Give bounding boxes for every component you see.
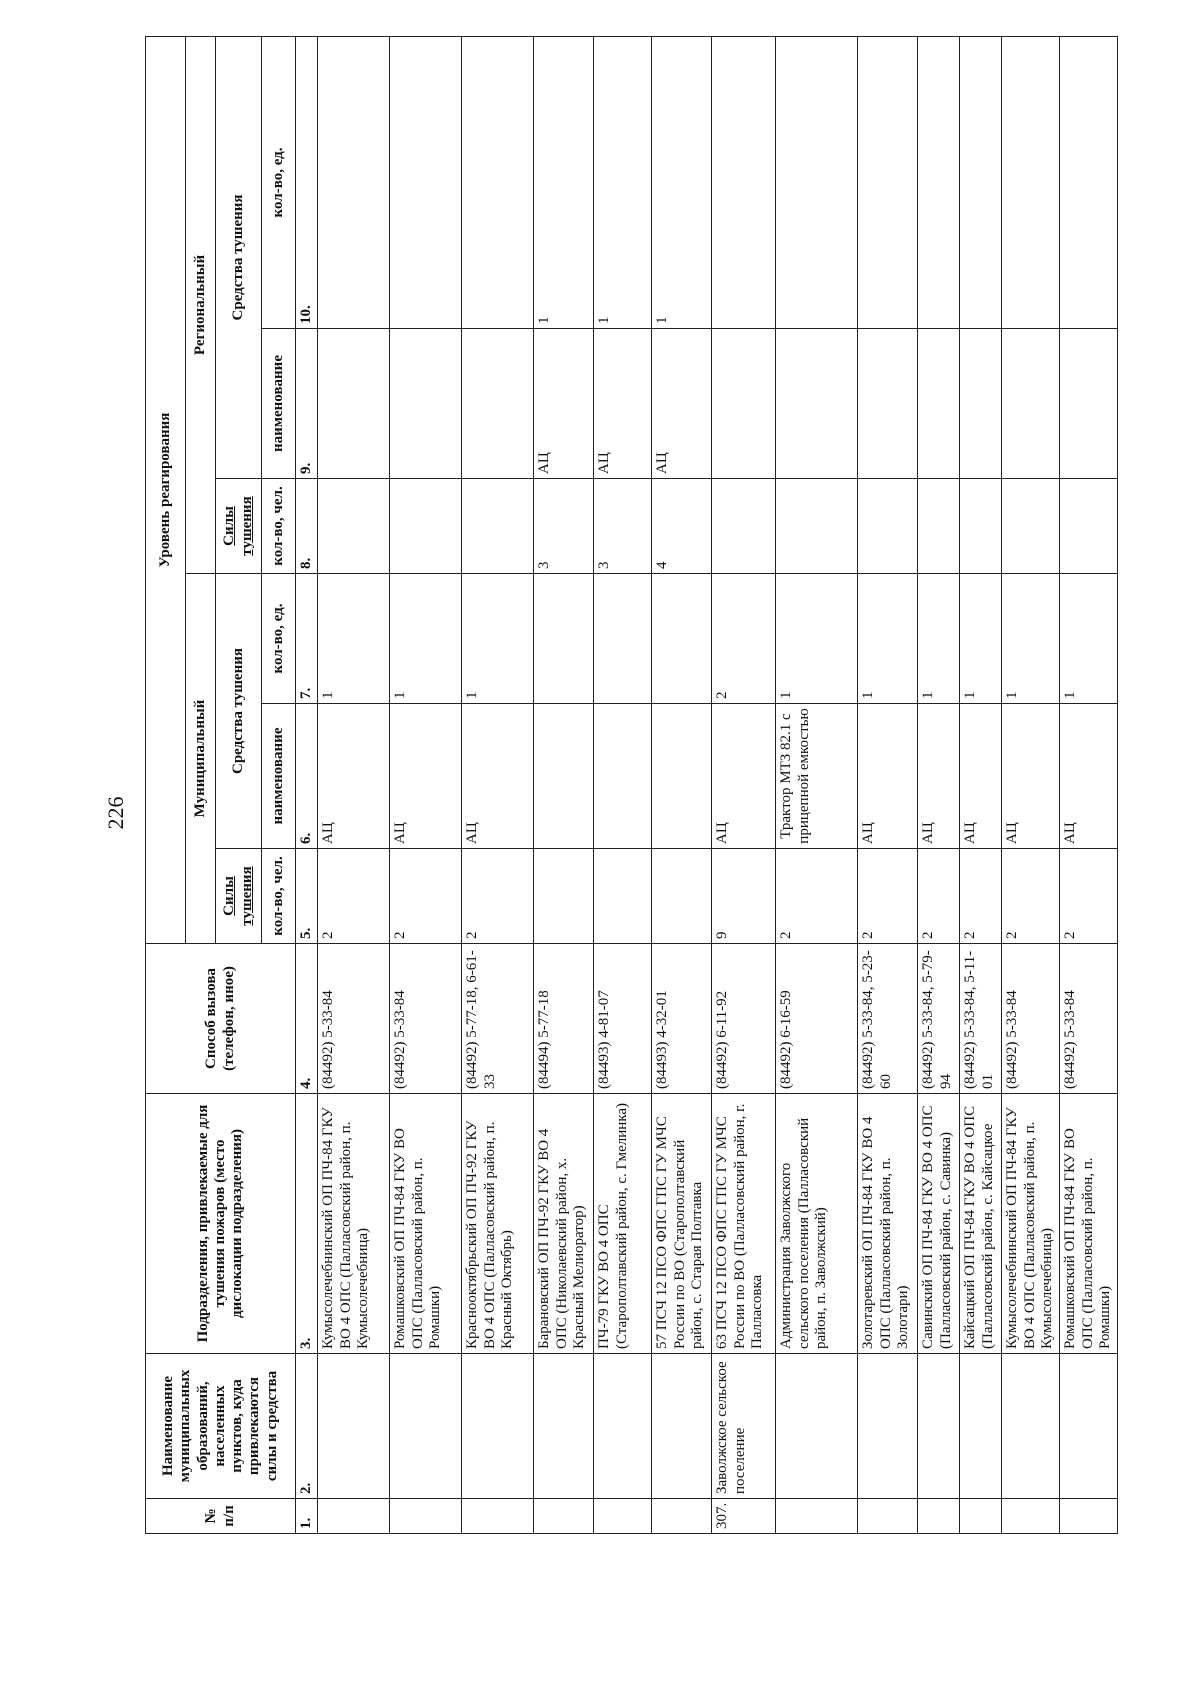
municipality-cell <box>534 1354 594 1499</box>
row-num <box>652 1499 712 1534</box>
regional-means-name-cell: АЦ <box>594 329 652 479</box>
col-number-7: 7. <box>296 574 318 704</box>
unit-cell: 63 ПСЧ 12 ПСО ФПС ГПС ГУ МЧС России по ВО (Палласовский район, г. Палласовка <box>712 1094 776 1354</box>
municipal-forces-cell: 9 <box>712 849 776 944</box>
regional-means-name-cell <box>918 329 960 479</box>
municipal-means-name-cell: АЦ <box>318 704 390 849</box>
municipal-means-name-cell <box>534 704 594 849</box>
header-name-regional: наименование <box>262 329 296 479</box>
rotated-table-wrapper <box>145 37 1113 1534</box>
regional-forces-cell: 3 <box>594 479 652 574</box>
municipal-means-name-cell: АЦ <box>462 704 534 849</box>
call-cell: (84492) 5-33-84, 5-11-01 <box>960 944 1002 1094</box>
municipality-cell <box>1002 1354 1060 1499</box>
municipal-means-name-cell: АЦ <box>1060 704 1118 849</box>
regional-means-name-cell <box>1002 329 1060 479</box>
regional-means-qty-cell <box>712 36 776 328</box>
municipal-forces-cell: 2 <box>462 849 534 944</box>
table-row <box>652 36 712 1533</box>
header-means-regional: Средства тушения <box>216 36 262 478</box>
regional-forces-cell <box>776 479 858 574</box>
table-row <box>1060 36 1118 1533</box>
municipal-means-qty-cell: 1 <box>1002 574 1060 704</box>
municipal-means-name-cell: АЦ <box>960 704 1002 849</box>
regional-forces-cell <box>462 479 534 574</box>
table-row <box>858 36 918 1533</box>
col-number-1: 1. <box>296 1499 318 1534</box>
municipal-means-name-cell: АЦ <box>390 704 462 849</box>
call-cell: (84492) 5-33-84 <box>318 944 390 1094</box>
regional-means-name-cell: АЦ <box>652 329 712 479</box>
header-qty-units-regional: кол-во, ед. <box>262 36 296 328</box>
municipality-cell <box>652 1354 712 1499</box>
municipal-forces-cell: 2 <box>918 849 960 944</box>
municipality-cell <box>1060 1354 1118 1499</box>
call-cell: (84493) 4-32-01 <box>652 944 712 1094</box>
municipality-cell: Заволжское сельское поселение <box>712 1354 776 1499</box>
unit-cell: Барановский ОП ПЧ-92 ГКУ ВО 4 ОПС (Николаевский район, х. Красный Мелиоратор) <box>534 1094 594 1354</box>
call-cell: (84492) 5-77-18, 6-61-33 <box>462 944 534 1094</box>
row-num <box>594 1499 652 1534</box>
regional-means-name-cell <box>390 329 462 479</box>
municipal-means-qty-cell: 1 <box>390 574 462 704</box>
regional-forces-cell: 3 <box>534 479 594 574</box>
table-row <box>390 36 462 1533</box>
header-response-level: Уровень реагирования <box>146 36 186 943</box>
header-qty-people-municipal: кол-во, чел. <box>262 849 296 944</box>
table-row <box>1002 36 1060 1533</box>
table-body <box>318 36 1118 1533</box>
municipal-forces-cell: 2 <box>318 849 390 944</box>
municipal-forces-cell <box>652 849 712 944</box>
header-means-municipal: Средства тушения <box>216 574 262 849</box>
unit-cell: Савинский ОП ПЧ-84 ГКУ ВО 4 ОПС (Палласовский район, с. Савинка) <box>918 1094 960 1354</box>
regional-means-qty-cell <box>960 36 1002 328</box>
col-number-8: 8. <box>296 479 318 574</box>
col-number-9: 9. <box>296 329 318 479</box>
unit-cell: Золотаревский ОП ПЧ-84 ГКУ ВО 4 ОПС (Палласовский район, п. Золотари) <box>858 1094 918 1354</box>
unit-cell: Кумысолечебнинский ОП ПЧ-84 ГКУ ВО 4 ОПС (Палласовский район, п. Кумысолечебница) <box>318 1094 390 1354</box>
municipality-cell <box>594 1354 652 1499</box>
regional-forces-cell: 4 <box>652 479 712 574</box>
row-num <box>318 1499 390 1534</box>
col-number-3: 3. <box>296 1094 318 1354</box>
regional-means-qty-cell: 1 <box>534 36 594 328</box>
header-municipal: Муниципальный <box>186 574 216 944</box>
row-num <box>1060 1499 1118 1534</box>
table-row <box>462 36 534 1533</box>
regional-forces-cell <box>318 479 390 574</box>
municipal-means-name-cell <box>594 704 652 849</box>
regional-means-name-cell <box>712 329 776 479</box>
municipal-means-qty-cell: 1 <box>1060 574 1118 704</box>
header-num: № п/п <box>146 1499 296 1534</box>
fire-response-table <box>145 36 1118 1534</box>
table-row <box>776 36 858 1533</box>
header-call: Способ вызова (телефон, иное) <box>146 944 296 1094</box>
call-cell: (84493) 4-81-07 <box>594 944 652 1094</box>
municipal-means-name-cell: АЦ <box>858 704 918 849</box>
regional-means-qty-cell: 1 <box>594 36 652 328</box>
municipality-cell <box>462 1354 534 1499</box>
header-municipality: Наименование муниципальных образований, населенных пунктов, куда привлекаются силы и средства <box>146 1354 296 1499</box>
call-cell: (84492) 5-33-84, 5-23-60 <box>858 944 918 1094</box>
municipal-means-name-cell: Трактор МТЗ 82.1 с прицепной емкостью <box>776 704 858 849</box>
row-num <box>858 1499 918 1534</box>
call-cell: (84492) 5-33-84, 5-79-94 <box>918 944 960 1094</box>
regional-means-qty-cell: 1 <box>652 36 712 328</box>
regional-means-name-cell <box>960 329 1002 479</box>
regional-means-name-cell <box>318 329 390 479</box>
regional-means-name-cell <box>1060 329 1118 479</box>
col-number-5: 5. <box>296 849 318 944</box>
regional-means-qty-cell <box>318 36 390 328</box>
municipal-forces-cell: 2 <box>1060 849 1118 944</box>
municipal-forces-cell <box>534 849 594 944</box>
unit-cell: Краснооктябрьский ОП ПЧ-92 ГКУ ВО 4 ОПС (Палласовский район, п. Красный Октябрь) <box>462 1094 534 1354</box>
regional-means-qty-cell <box>462 36 534 328</box>
header-forces-regional: Силы тушения <box>216 479 262 574</box>
municipal-means-qty-cell: 1 <box>462 574 534 704</box>
table-row <box>594 36 652 1533</box>
call-cell: (84494) 5-77-18 <box>534 944 594 1094</box>
row-num <box>462 1499 534 1534</box>
call-cell: (84492) 5-33-84 <box>390 944 462 1094</box>
call-cell: (84492) 6-11-92 <box>712 944 776 1094</box>
municipal-means-qty-cell: 2 <box>712 574 776 704</box>
municipality-cell <box>390 1354 462 1499</box>
municipal-forces-cell: 2 <box>1002 849 1060 944</box>
table-row <box>712 36 776 1533</box>
regional-means-qty-cell <box>918 36 960 328</box>
col-number-10: 10. <box>296 36 318 328</box>
table-row <box>318 36 390 1533</box>
row-num <box>1002 1499 1060 1534</box>
table-row <box>960 36 1002 1533</box>
regional-forces-cell <box>1060 479 1118 574</box>
unit-cell: ПЧ-79 ГКУ ВО 4 ОПС (Старополтавский район, с. Гмелинка) <box>594 1094 652 1354</box>
municipality-cell <box>918 1354 960 1499</box>
col-number-6: 6. <box>296 704 318 849</box>
regional-means-name-cell <box>858 329 918 479</box>
col-number-2: 2. <box>296 1354 318 1499</box>
header-units: Подразделения, привлекаемые для тушения пожаров (место дислокации подразделения) <box>146 1094 296 1354</box>
header-qty-people-regional: кол-во, чел. <box>262 479 296 574</box>
row-num <box>960 1499 1002 1534</box>
header-name-municipal: наименование <box>262 704 296 849</box>
municipal-means-name-cell: АЦ <box>712 704 776 849</box>
municipal-forces-cell: 2 <box>858 849 918 944</box>
municipal-means-name-cell: АЦ <box>1002 704 1060 849</box>
regional-forces-cell <box>918 479 960 574</box>
page-number: 226 <box>103 796 128 830</box>
municipality-cell <box>318 1354 390 1499</box>
municipal-means-qty-cell: 1 <box>918 574 960 704</box>
call-cell: (84492) 6-16-59 <box>776 944 858 1094</box>
row-num: 307. <box>712 1499 776 1534</box>
call-cell: (84492) 5-33-84 <box>1060 944 1118 1094</box>
regional-means-qty-cell <box>390 36 462 328</box>
regional-forces-cell <box>1002 479 1060 574</box>
row-num <box>534 1499 594 1534</box>
municipal-means-name-cell: АЦ <box>918 704 960 849</box>
header-forces-municipal: Силы тушения <box>216 849 262 944</box>
municipal-means-name-cell <box>652 704 712 849</box>
row-num <box>390 1499 462 1534</box>
municipal-means-qty-cell <box>534 574 594 704</box>
call-cell: (84492) 5-33-84 <box>1002 944 1060 1094</box>
municipal-means-qty-cell <box>652 574 712 704</box>
regional-means-qty-cell <box>1060 36 1118 328</box>
unit-cell: 57 ПСЧ 12 ПСО ФПС ГПС ГУ МЧС России по ВО (Старополтавский район, с. Старая Полтавка <box>652 1094 712 1354</box>
col-number-4: 4. <box>296 944 318 1094</box>
unit-cell: Кумысолечебнинский ОП ПЧ-84 ГКУ ВО 4 ОПС (Палласовский район, п. Кумысолечебница) <box>1002 1094 1060 1354</box>
regional-means-name-cell: АЦ <box>534 329 594 479</box>
municipality-cell <box>776 1354 858 1499</box>
regional-means-name-cell <box>776 329 858 479</box>
municipal-means-qty-cell: 1 <box>776 574 858 704</box>
header-regional: Региональный <box>186 36 216 573</box>
regional-forces-cell <box>960 479 1002 574</box>
regional-means-qty-cell <box>776 36 858 328</box>
row-num <box>918 1499 960 1534</box>
table-row <box>534 36 594 1533</box>
table-row <box>918 36 960 1533</box>
municipal-forces-cell: 2 <box>960 849 1002 944</box>
municipal-forces-cell: 2 <box>390 849 462 944</box>
row-num <box>776 1499 858 1534</box>
municipality-cell <box>858 1354 918 1499</box>
municipal-forces-cell <box>594 849 652 944</box>
municipal-means-qty-cell: 1 <box>858 574 918 704</box>
regional-means-name-cell <box>462 329 534 479</box>
header-qty-units-municipal: кол-во, ед. <box>262 574 296 704</box>
regional-forces-cell <box>712 479 776 574</box>
unit-cell: Ромашковский ОП ПЧ-84 ГКУ ВО ОПС (Палласовский район, п. Ромашки) <box>1060 1094 1118 1354</box>
regional-means-qty-cell <box>1002 36 1060 328</box>
regional-means-qty-cell <box>858 36 918 328</box>
municipality-cell <box>960 1354 1002 1499</box>
regional-forces-cell <box>858 479 918 574</box>
unit-cell: Кайсацкий ОП ПЧ-84 ГКУ ВО 4 ОПС (Палласовский район, с. Кайсацкое <box>960 1094 1002 1354</box>
regional-forces-cell <box>390 479 462 574</box>
unit-cell: Ромашковский ОП ПЧ-84 ГКУ ВО ОПС (Палласовский район, п. Ромашки) <box>390 1094 462 1354</box>
unit-cell: Администрация Заволжского сельского поселения (Палласовский район, п. Заволжский) <box>776 1094 858 1354</box>
municipal-forces-cell: 2 <box>776 849 858 944</box>
municipal-means-qty-cell: 1 <box>960 574 1002 704</box>
municipal-means-qty-cell <box>594 574 652 704</box>
municipal-means-qty-cell: 1 <box>318 574 390 704</box>
